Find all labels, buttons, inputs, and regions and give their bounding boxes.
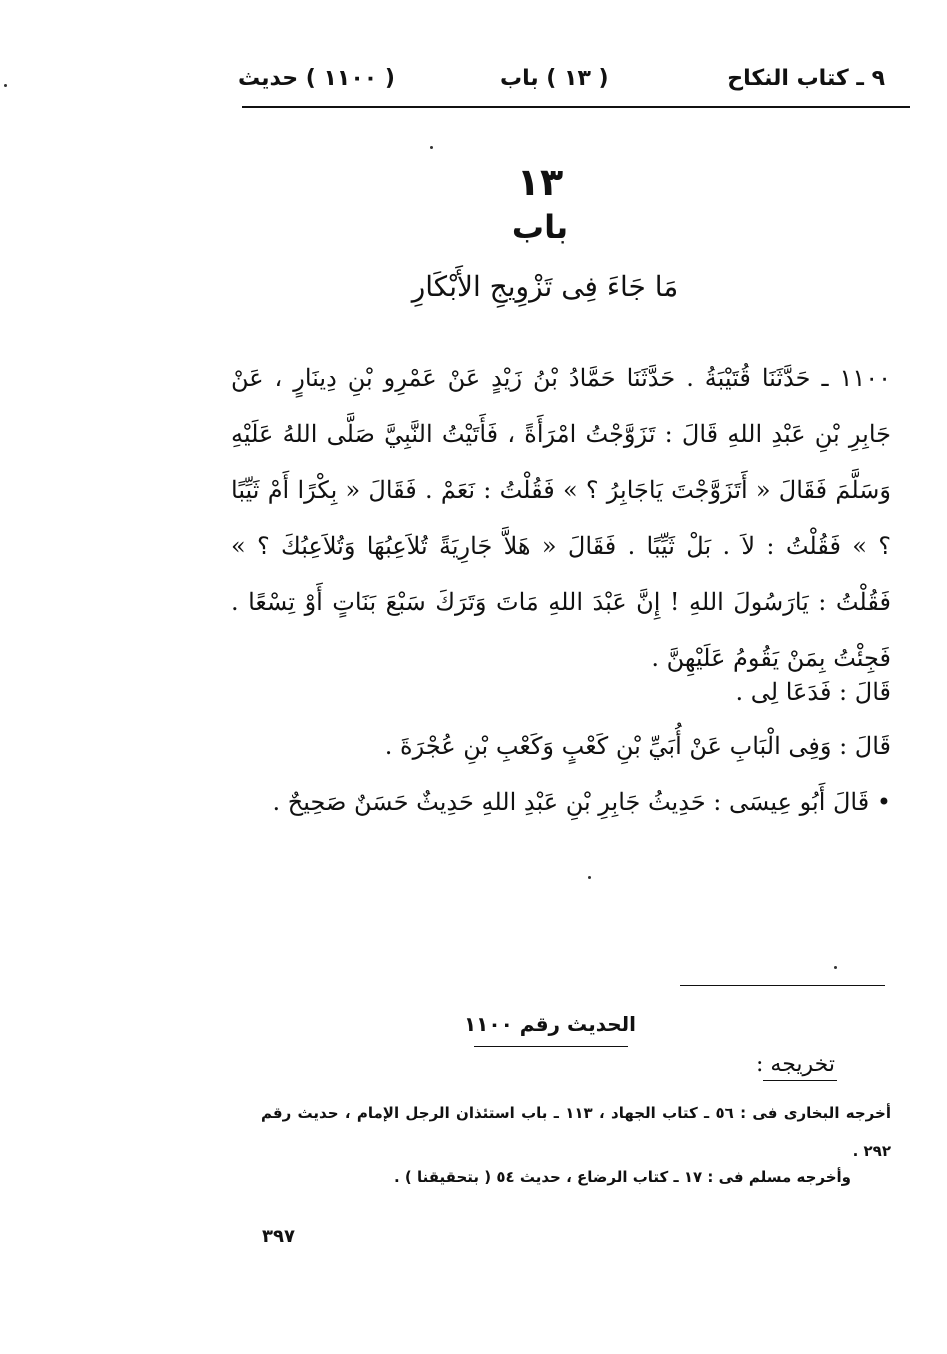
header-hadith-number: ( ١١٠٠ ) حديث xyxy=(238,66,395,91)
header-book-title: ٩ ـ كتاب النكاح xyxy=(727,66,885,91)
hadith-text: ١١٠٠ ـ حَدَّثَنَا قُتَيْبَةُ . حَدَّثَنَا حَمَّادُ بْنُ زَيْدٍ عَنْ عَمْرِو بْنِ دِينَارٍ ، عَنْ جَابِرِ بْنِ عَبْدِ اللهِ قَالَ : تَزَوَّجْتُ امْرَأَةً ، فَأَتَيْتُ النَّبِيَّ صَلَّى اللهُ عَلَيْهِ وَسَلَّمَ فَقَالَ « أَتَزَوَّجْتَ يَاجَابِرُ ؟ » فَقُلْتُ : نَعَمْ . فَقَالَ « بِكْرًا أَمْ ثَيِّبًا ؟ » فَقُلْتُ : لاَ . بَلْ ثَيِّبًا . فَقَالَ « هَلاَّ جَارِيَةً تُلاَعِبُهَا وَتُلاَعِبُكَ ؟ » فَقُلْتُ : يَارَسُولَ اللهِ ! إِنَّ عَبْدَ اللهِ مَاتَ وَتَرَكَ سَبْعَ بَنَاتٍ أَوْ تِسْعًا . فَجِئْتُ بِمَنْ يَقُومُ عَلَيْهِنَّ . xyxy=(231,364,891,672)
page-number: ٣٩٧ xyxy=(262,1226,295,1247)
header-rule xyxy=(242,106,910,108)
hadith-line-grading: • قَالَ أَبُو عِيسَى : حَدِيثُ جَابِرِ بْنِ عَبْدِ اللهِ حَدِيثٌ حَسَنٌ صَحِيحٌ . xyxy=(272,788,891,816)
footnote-label: تخريجه : xyxy=(756,1052,835,1077)
footnote-separator xyxy=(680,985,885,986)
chapter-title: مَا جَاءَ فِى تَزْوِيجِ الأَبْكَارِ xyxy=(411,270,679,303)
header-chapter-number: ( ١٣ ) باب xyxy=(500,66,609,91)
scan-speck xyxy=(588,876,591,879)
hadith-line-dua: قَالَ : فَدَعَا لِى . xyxy=(735,678,891,706)
scan-speck xyxy=(430,146,433,149)
scan-speck xyxy=(4,84,7,87)
footnote-bukhari: أخرجه البخارى فى : ٥٦ ـ كتاب الجهاد ، ١١٣ ـ باب استئذان الرجل الإمام ، حديث رقم ٢٩٢ . xyxy=(261,1104,891,1160)
scan-speck xyxy=(834,966,837,969)
footnote-label-underline xyxy=(763,1080,837,1081)
chapter-word: باب xyxy=(511,208,569,246)
footnote-heading-underline xyxy=(474,1046,628,1047)
footnote-heading: الحديث رقم ١١٠٠ xyxy=(463,1012,637,1036)
footnote-muslim: وأخرجه مسلم فى : ١٧ ـ كتاب الرضاع ، حديث ٥٤ ( بتحقيقنا ) . xyxy=(394,1168,851,1186)
hadith-line-bab: قَالَ : وَفِى الْبَابِ عَنْ أُبَيِّ بْنِ كَعْبٍ وَكَعْبِ بْنِ عُجْرَةَ . xyxy=(384,732,891,760)
chapter-number: ١٣ xyxy=(516,160,564,204)
